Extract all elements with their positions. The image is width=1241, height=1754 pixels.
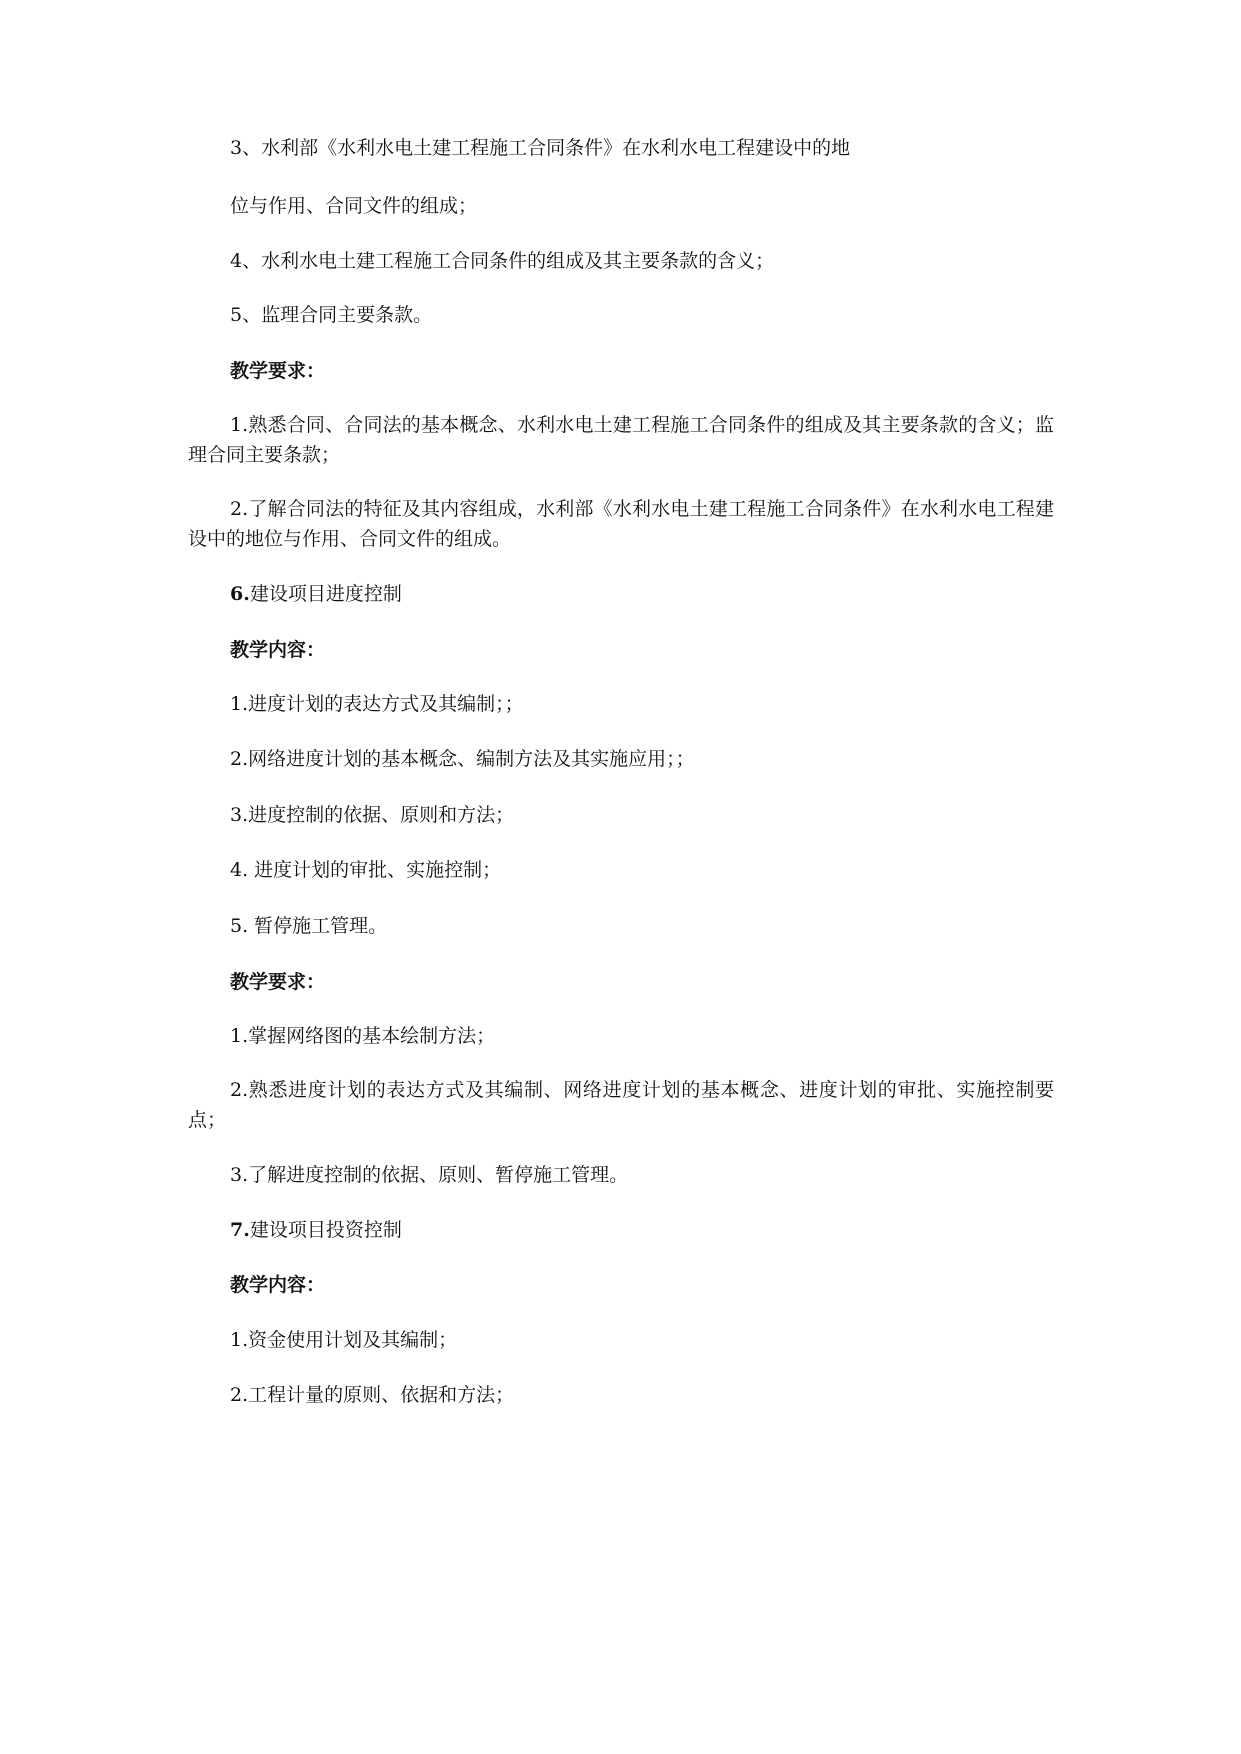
- section-heading-content: 教学内容：: [230, 639, 326, 661]
- requirement-paragraph: 1.熟悉合同、合同法的基本概念、水利水电土建工程施工合同条件的组成及其主要条款的含义；监理合同主要条款；: [188, 414, 1054, 466]
- list-item: 1.资金使用计划及其编制；: [230, 1329, 458, 1351]
- list-item: 4. 进度计划的审批、实施控制；: [230, 859, 502, 881]
- chapter-number: 6.: [230, 583, 250, 605]
- requirement-paragraph: 2.了解合同法的特征及其内容组成，水利部《水利水电土建工程施工合同条件》在水利水电工程建设中的地位与作用、合同文件的组成。: [188, 498, 1054, 550]
- list-item: 1.进度计划的表达方式及其编制；；: [230, 693, 524, 715]
- paragraph-line: 4、水利水电土建工程施工合同条件的组成及其主要条款的含义；: [230, 250, 775, 272]
- section-heading-requirements: 教学要求：: [230, 971, 326, 993]
- section-heading-content: 教学内容：: [230, 1274, 326, 1296]
- section-heading-requirements: 教学要求：: [230, 360, 326, 382]
- list-item: 1.掌握网络图的基本绘制方法；: [230, 1025, 496, 1047]
- list-item: 3.了解进度控制的依据、原则、暂停施工管理。: [230, 1164, 629, 1186]
- list-item: 5. 暂停施工管理。: [230, 915, 388, 937]
- paragraph-line: 5、监理合同主要条款。: [230, 304, 433, 326]
- list-item: 2.工程计量的原则、依据和方法；: [230, 1384, 515, 1406]
- requirement-paragraph: 2.熟悉进度计划的表达方式及其编制、网络进度计划的基本概念、进度计划的审批、实施控制要点；: [188, 1079, 1054, 1131]
- list-item: 2.网络进度计划的基本概念、编制方法及其实施应用；；: [230, 748, 695, 770]
- chapter-heading: [230, 1215, 402, 1245]
- list-item: 3.进度控制的依据、原则和方法；: [230, 804, 515, 826]
- paragraph-line: 位与作用、合同文件的组成；: [230, 195, 478, 217]
- chapter-title: 建设项目进度控制: [249, 583, 402, 605]
- paragraph-line: 3、水利部《水利水电土建工程施工合同条件》在水利水电工程建设中的地: [230, 137, 851, 159]
- chapter-title: 建设项目投资控制: [249, 1219, 402, 1241]
- chapter-number: 7.: [230, 1219, 250, 1241]
- chapter-heading: [230, 579, 402, 609]
